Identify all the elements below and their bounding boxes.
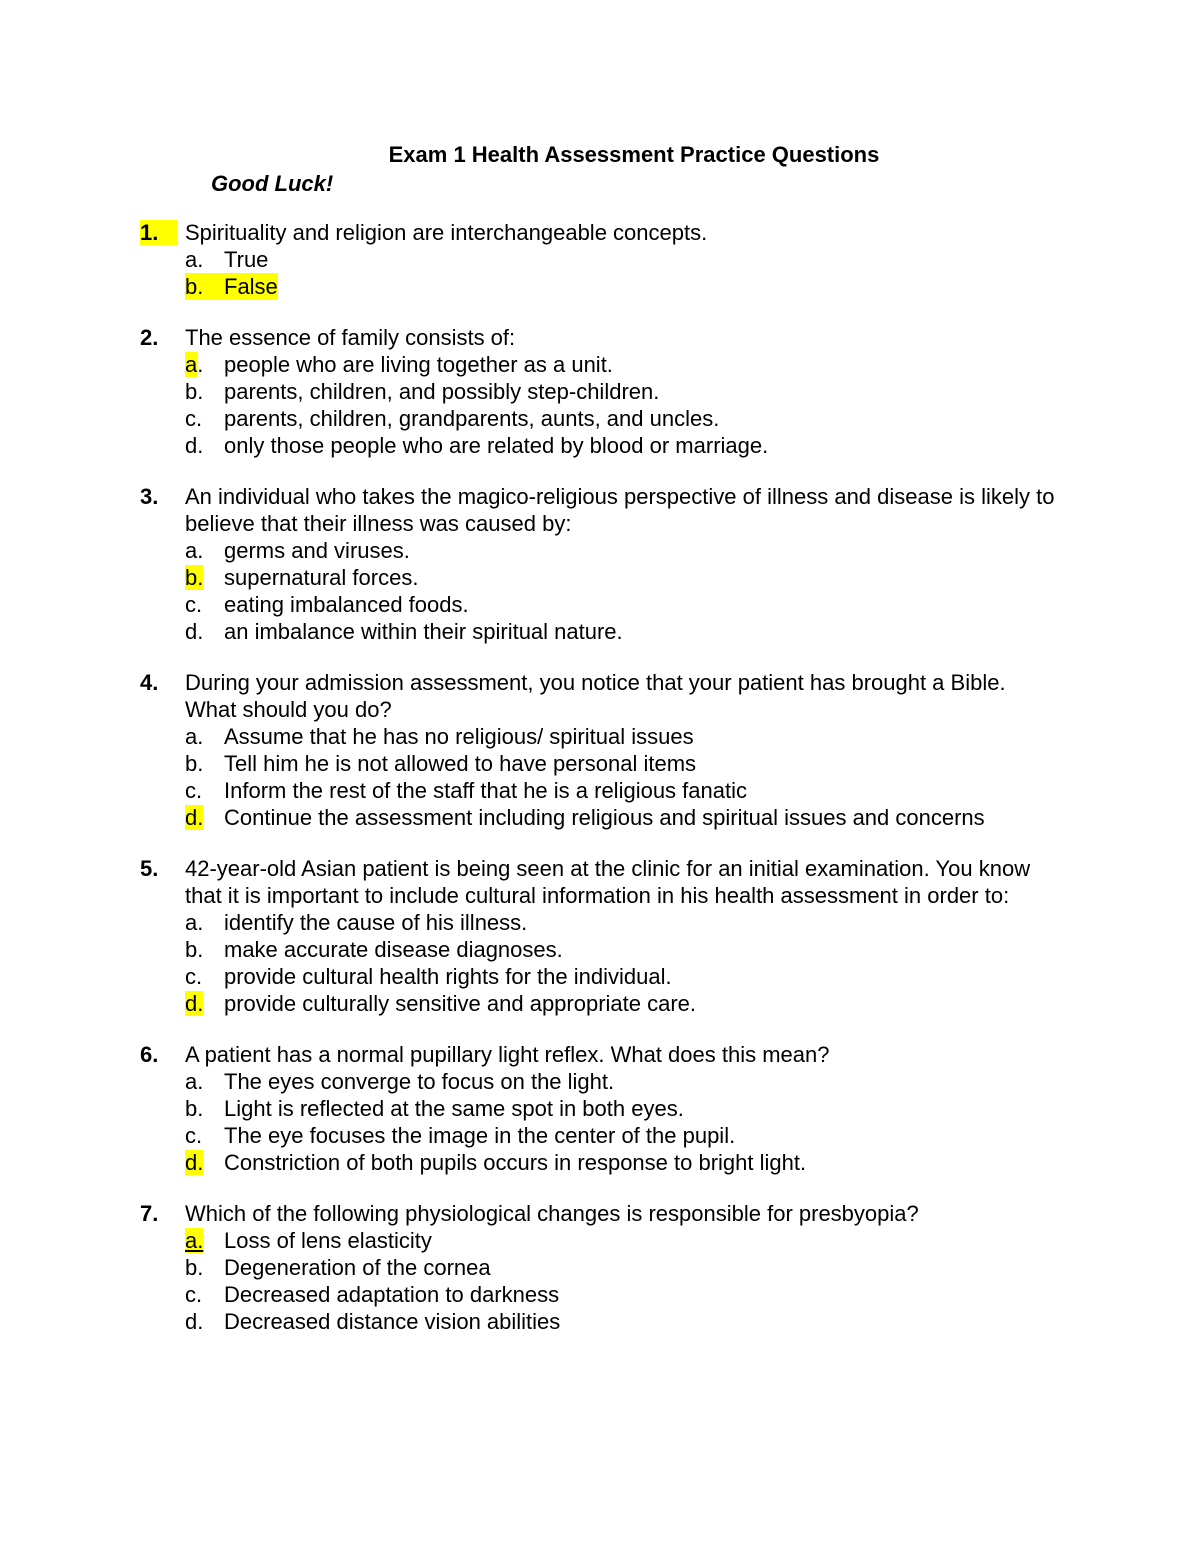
option-list [185,723,1060,831]
question-number: 3. [140,484,159,509]
option-text: Decreased distance vision abilities [224,1309,561,1334]
option-text: Degeneration of the cornea [224,1255,491,1280]
option-letter: c. [185,778,203,803]
option-a [185,1227,1060,1254]
answer-highlight [185,273,278,300]
question-number: 1. [140,219,185,246]
option-d [185,990,1060,1017]
option-b [185,1254,1060,1281]
option-text: identify the cause of his illness. [224,910,528,935]
option-text: eating imbalanced foods. [224,592,469,617]
option-text: supernatural forces. [224,565,419,590]
question-spacer [140,459,1060,483]
option-text: provide culturally sensitive and appropriate care. [224,991,697,1016]
question-1 [140,219,1060,300]
question-text: The essence of family consists of: [185,325,516,350]
option-text: Decreased adaptation to darkness [224,1282,560,1307]
question-list [140,219,1060,1335]
option-text: Inform the rest of the staff that he is a religious fanatic [224,778,747,803]
option-list [185,1227,1060,1335]
option-b [185,1095,1060,1122]
option-letter: c. [185,1123,203,1148]
option-text: an imbalance within their spiritual nature. [224,619,623,644]
question-spacer [140,1176,1060,1200]
highlight-gap [158,220,176,245]
question-text: Spirituality and religion are interchangeable concepts. [185,220,708,245]
option-a [185,351,1060,378]
option-c [185,1281,1060,1308]
option-letter: b. [185,565,204,590]
option-letter: d. [185,805,204,830]
option-b [185,273,1060,300]
option-letter: d. [185,991,204,1016]
option-text: Constriction of both pupils occurs in response to bright light. [224,1150,807,1175]
question-body [185,483,1060,645]
option-b [185,750,1060,777]
option-text: Tell him he is not allowed to have personal items [224,751,697,776]
question-text: 42-year-old Asian patient is being seen at the clinic for an initial examination. You know that it is important to include cultural information in his health assessment in order to: [185,856,1031,908]
option-c [185,591,1060,618]
question-text: Which of the following physiological changes is responsible for presbyopia? [185,1201,919,1226]
option-text: Light is reflected at the same spot in both eyes. [224,1096,684,1121]
option-letter: a. [185,352,204,377]
option-text: provide cultural health rights for the individual. [224,964,672,989]
option-b [185,936,1060,963]
option-c [185,777,1060,804]
question-7 [140,1200,1060,1335]
option-list [185,909,1060,1017]
page-subtitle: Good Luck! [211,171,334,196]
option-d [185,1308,1060,1335]
option-letter: d. [185,619,204,644]
option-text: Loss of lens elasticity [224,1228,432,1253]
option-letter: b. [185,274,204,299]
option-letter: a. [185,247,204,272]
question-body [185,669,1060,831]
option-c [185,963,1060,990]
question-body [185,1041,1060,1176]
option-list [185,1068,1060,1176]
question-spacer [140,645,1060,669]
option-a [185,537,1060,564]
option-letter: a. [185,910,204,935]
question-body [185,324,1060,459]
question-2 [140,324,1060,459]
question-3 [140,483,1060,645]
option-letter: c. [185,592,203,617]
option-a [185,1068,1060,1095]
option-letter: a. [185,1069,204,1094]
option-letter: c. [185,406,203,431]
option-letter: a. [185,724,204,749]
option-letter: c. [185,964,203,989]
question-body [185,219,1060,300]
option-a [185,246,1060,273]
question-spacer [140,300,1060,324]
option-letter: b. [185,379,204,404]
option-text: Continue the assessment including religious and spiritual issues and concerns [224,805,985,830]
option-b [185,378,1060,405]
option-letter: b. [185,937,204,962]
option-list [185,537,1060,645]
option-letter: b. [185,1096,204,1121]
option-d [185,618,1060,645]
question-number: 5. [140,856,159,881]
option-text: False [224,274,278,299]
option-letter: a. [185,1228,204,1253]
option-a [185,723,1060,750]
option-letter: b. [185,751,204,776]
question-text: During your admission assessment, you notice that your patient has brought a Bible. What should you do? [185,670,1006,722]
option-text: Assume that he has no religious/ spiritual issues [224,724,694,749]
question-body [185,855,1060,1017]
option-letter: b. [185,1255,204,1280]
option-text: The eye focuses the image in the center of the pupil. [224,1123,736,1148]
option-a [185,909,1060,936]
option-text: only those people who are related by blood or marriage. [224,433,769,458]
option-c [185,1122,1060,1149]
question-number: 7. [140,1201,159,1226]
option-list [185,246,1060,300]
question-number: 6. [140,1042,159,1067]
option-d [185,804,1060,831]
option-letter: d. [185,433,204,458]
question-number: 2. [140,325,159,350]
question-text: A patient has a normal pupillary light reflex. What does this mean? [185,1042,830,1067]
question-number: 4. [140,670,159,695]
option-text: germs and viruses. [224,538,410,563]
option-letter: c. [185,1282,203,1307]
question-6 [140,1041,1060,1176]
option-text: parents, children, and possibly step-children. [224,379,660,404]
option-d [185,432,1060,459]
option-text: The eyes converge to focus on the light. [224,1069,615,1094]
question-body [185,1200,1060,1335]
question-4 [140,669,1060,831]
page-title: Exam 1 Health Assessment Practice Questions [388,142,880,167]
option-d [185,1149,1060,1176]
question-spacer [140,1017,1060,1041]
option-text: True [224,247,269,272]
option-letter: d. [185,1309,204,1334]
option-text: people who are living together as a unit. [224,352,613,377]
option-text: parents, children, grandparents, aunts, and uncles. [224,406,720,431]
option-b [185,564,1060,591]
option-text: make accurate disease diagnoses. [224,937,563,962]
option-letter: a. [185,538,204,563]
question-5 [140,855,1060,1017]
option-c [185,405,1060,432]
question-text: An individual who takes the magico-religious perspective of illness and disease is likely to believe that their illness was caused by: [185,484,1055,536]
option-list [185,351,1060,459]
option-letter: d. [185,1150,204,1175]
question-spacer [140,831,1060,855]
